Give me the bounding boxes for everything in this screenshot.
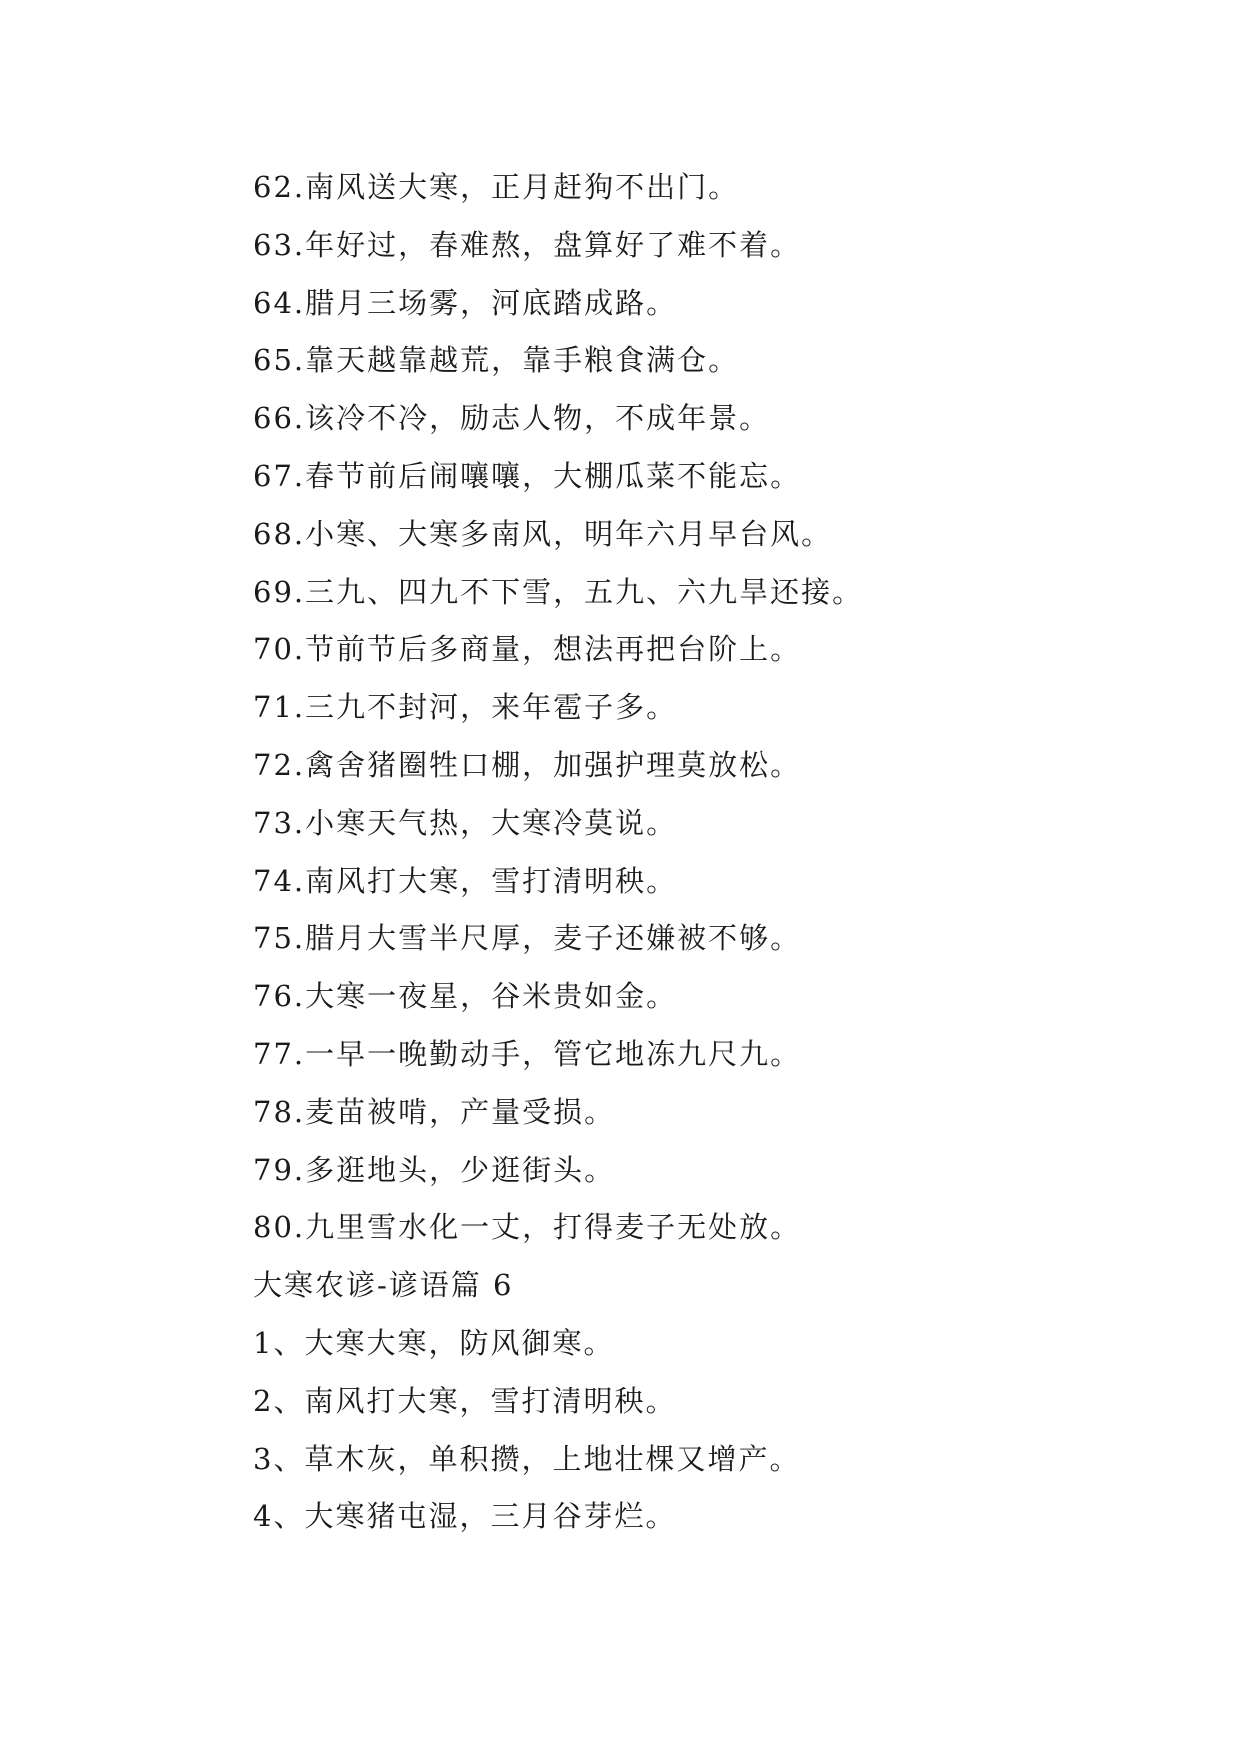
proverb-line: 67.春节前后闹嚷嚷，大棚瓜菜不能忘。 xyxy=(253,458,802,493)
section-heading: 大寒农谚-谚语篇 6 xyxy=(253,1268,514,1303)
proverb-line: 3、草木灰，单积攒，上地壮棵又增产。 xyxy=(253,1441,801,1476)
proverb-line: 80.九里雪水化一丈，打得麦子无处放。 xyxy=(253,1210,802,1245)
proverb-line: 4、大寒猪屯湿，三月谷芽烂。 xyxy=(253,1499,677,1534)
proverb-line: 72.禽舍猪圈牲口棚，加强护理莫放松。 xyxy=(253,747,802,782)
proverb-line: 69.三九、四九不下雪，五九、六九旱还接。 xyxy=(253,574,864,609)
proverb-line: 62.南风送大寒，正月赶狗不出门。 xyxy=(253,170,740,204)
proverb-line: 78.麦苗被啃，产量受损。 xyxy=(253,1094,616,1129)
proverb-line: 68.小寒、大寒多南风，明年六月早台风。 xyxy=(253,516,833,551)
proverb-line: 1、大寒大寒，防风御寒。 xyxy=(253,1325,615,1360)
proverb-line: 65.靠天越靠越荒，靠手粮食满仓。 xyxy=(253,343,740,378)
proverb-line: 64.腊月三场雾，河底踏成路。 xyxy=(253,285,678,320)
proverb-line: 76.大寒一夜星，谷米贵如金。 xyxy=(253,979,678,1014)
document-body xyxy=(253,159,1153,1546)
proverb-line: 77.一早一晚勤动手，管它地冻九尺九。 xyxy=(253,1036,802,1071)
proverb-line: 73.小寒天气热，大寒冷莫说。 xyxy=(253,805,678,840)
proverb-line: 70.节前节后多商量，想法再把台阶上。 xyxy=(253,632,802,667)
proverb-line: 74.南风打大寒，雪打清明秧。 xyxy=(253,863,678,898)
proverb-line: 71.三九不封河，来年雹子多。 xyxy=(253,690,678,725)
proverb-line: 75.腊月大雪半尺厚，麦子还嫌被不够。 xyxy=(253,921,802,956)
proverb-line: 66.该冷不冷，励志人物，不成年景。 xyxy=(253,401,771,436)
proverb-line: 79.多逛地头，少逛街头。 xyxy=(253,1152,616,1187)
proverb-line: 63.年好过，春难熬，盘算好了难不着。 xyxy=(253,227,802,262)
proverb-line: 2、南风打大寒，雪打清明秧。 xyxy=(253,1383,677,1418)
